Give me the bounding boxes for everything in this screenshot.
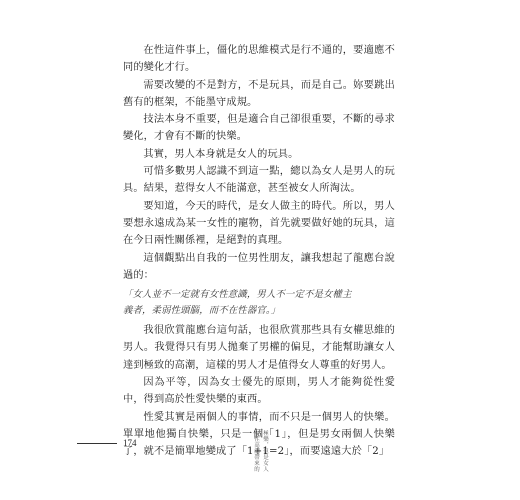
block-quote	[123, 287, 395, 319]
running-title	[252, 430, 268, 472]
page-folio	[77, 438, 137, 448]
paragraph: 技法本身不重要，但是適合自己卻很重要，不斷的尋求變化，才會有不斷的快樂。	[123, 114, 395, 143]
paragraph: 性愛其實是兩個人的事情，而不只是一個男人的快樂。單單地他獨自快樂，只是一個「1」，但是男女兩個人快樂了，就不是簡單地變成了「1+1=2」，而要遠遠大於「2」	[123, 411, 395, 458]
quote-line: 義者，柔弱性頭腦，而不在性器官。」	[123, 305, 281, 317]
paragraph: 可惜多數男人認識不到這一點，總以為女人是男人的玩具。結果，惹得女人不能滿意，甚至被女人所淘汰。	[123, 166, 395, 195]
paragraph: 要知道，今天的時代，是女人做主的時代。所以，男人要想永遠成為某一女性的寵物，首先就要做好她的玩具，這在今日兩性關係裡，是絕對的真理。	[123, 200, 395, 247]
paragraph: 因為平等，因為女士優先的原則，男人才能夠從性愛中，得到高於性愛快樂的東西。	[123, 377, 395, 406]
paragraph: 需要改變的不是對方，不是玩具，而是自己。妳要跳出舊有的框架，不能墨守成規。	[123, 79, 395, 108]
paragraph: 其實，男人本身就是女人的玩具。	[143, 148, 299, 160]
paragraph: 我很欣賞龍應台這句話，也很欣賞那些具有女權思維的男人。我覺得只有男人拋棄了男權的偏見，才能幫助讓女人達到極致的高潮，這樣的男人才是值得女人尊重的好男人。	[123, 325, 395, 371]
page-number: 174	[123, 438, 137, 448]
folio-rule	[77, 443, 117, 444]
running-title-column: 女性高潮帶來的	[253, 430, 259, 472]
running-title-column: 極樂，但是女人	[262, 430, 268, 472]
quote-line: 「女人並不一定就有女性意識，男人不一定不是女權主	[123, 289, 352, 301]
paragraph: 這個觀點出自我的一位男性朋友，讓我想起了龍應台說過的：	[123, 252, 395, 281]
body-text	[123, 42, 395, 461]
paragraph: 在性這件事上，僵化的思維模式是行不通的，要適應不同的變化才行。	[123, 45, 395, 74]
